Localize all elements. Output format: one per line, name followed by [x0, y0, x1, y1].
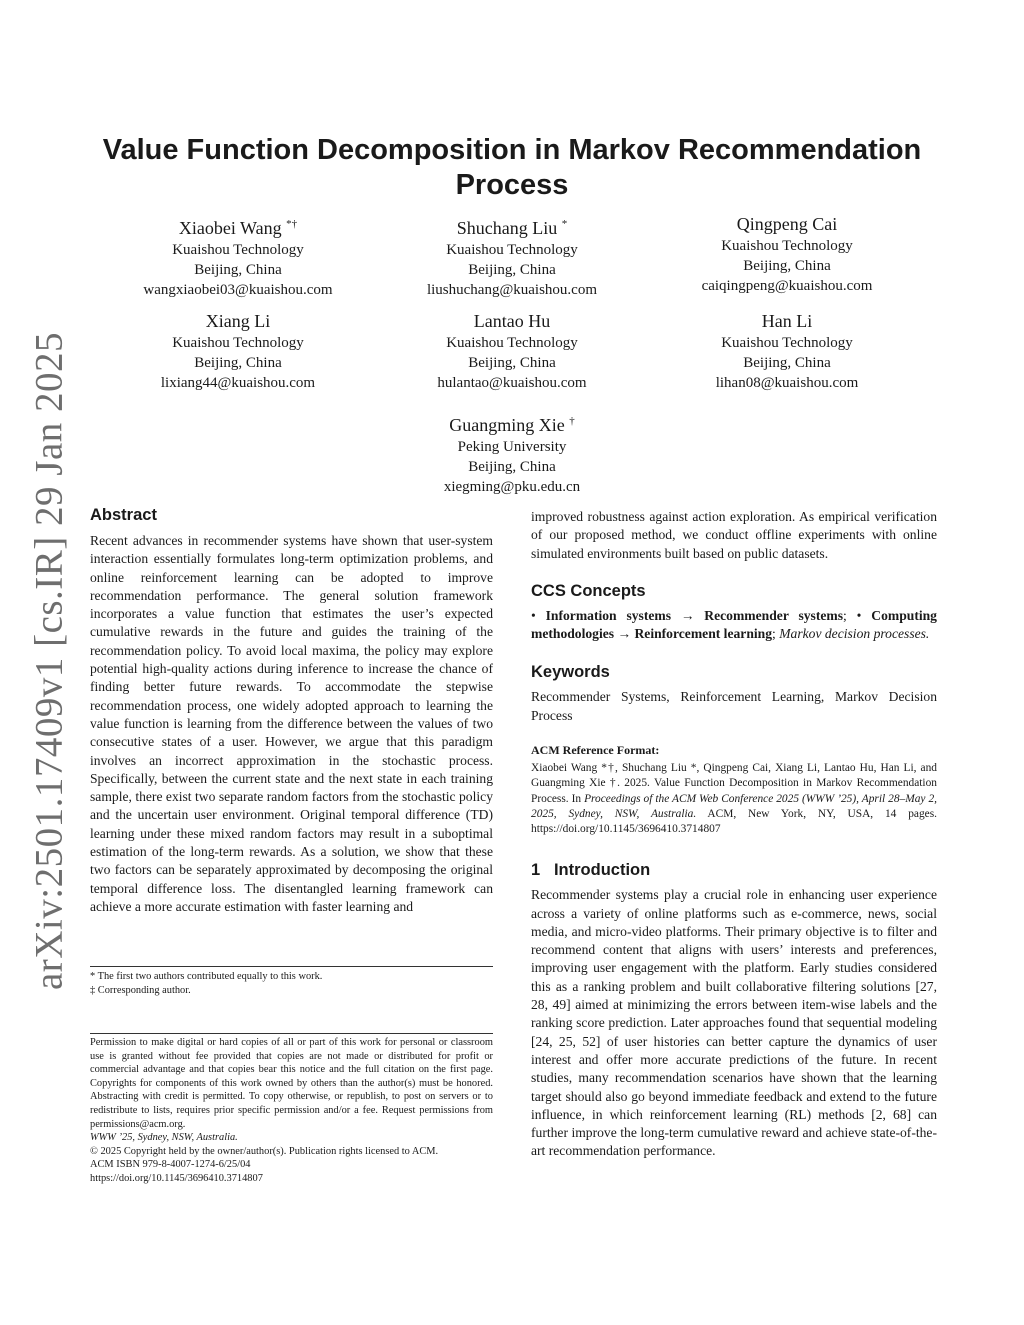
author-marks: † [569, 415, 575, 427]
paper-title: Value Function Decomposition in Markov Recommendation Process [102, 134, 922, 201]
author-affiliation: Kuaishou Technology [721, 238, 853, 254]
author-marks: *† [286, 218, 298, 230]
acm-ref-heading: ACM Reference Format: [531, 743, 660, 758]
author-location: Beijing, China [194, 262, 282, 278]
author-name: Han Li [761, 311, 813, 331]
ccs-text: • Information systems → Recommender systems; • Computing methodologies → Reinforcement learning; Markov decision processes. [531, 607, 937, 642]
author-location: Beijing, China [468, 262, 556, 278]
author-affiliation: Kuaishou Technology [446, 335, 578, 351]
author-email: caiqingpeng@kuaishou.com [701, 278, 873, 294]
author-email: hulantao@kuaishou.com [437, 375, 587, 391]
author-location: Beijing, China [743, 258, 831, 274]
author-email: lihan08@kuaishou.com [715, 375, 859, 391]
author-block [88, 212, 388, 300]
author-name: Guangming Xie [449, 415, 565, 435]
arxiv-identifier: arXiv:2501.17409v1 [cs.IR] 29 Jan 2025 [27, 331, 71, 991]
author-location: Beijing, China [468, 355, 556, 371]
author-name: Xiang Li [205, 311, 271, 331]
author-block [637, 212, 937, 296]
author-block [362, 212, 662, 300]
author-block [88, 309, 388, 393]
permission-rule [90, 1033, 493, 1034]
venue-line: WWW ’25, Sydney, NSW, Australia. [90, 1132, 238, 1144]
author-name: Lantao Hu [473, 311, 551, 331]
ccs-heading: CCS Concepts [531, 581, 646, 600]
author-location: Beijing, China [468, 459, 556, 475]
footnote-rule [90, 966, 493, 967]
acm-ref-text: Xiaobei Wang *†, Shuchang Liu *, Qingpeng Cai, Xiang Li, Lantao Hu, Han Li, and Guangming Xie †. 2025. Value Function Decomposition in Markov Recommendation Process. In Proceedings of the ACM Web Conference 2025 (WWW ’25), April 28–May 2, 2025, Sydney, NSW, Australia. ACM, New York, NY, USA, 14 pages. https://doi.org/10.1145/3696410.3714807 [531, 762, 937, 836]
author-email: wangxiaobei03@kuaishou.com [143, 282, 333, 298]
author-name: Qingpeng Cai [736, 214, 838, 234]
footnotes [90, 970, 493, 997]
author-name: Xiaobei Wang [178, 218, 282, 238]
isbn-line: ACM ISBN 979-8-4007-1274-6/25/04 [90, 1159, 251, 1171]
author-affiliation: Kuaishou Technology [721, 335, 853, 351]
author-block [362, 409, 662, 497]
author-affiliation: Kuaishou Technology [172, 335, 304, 351]
copyright-line: © 2025 Copyright held by the owner/author(s). Publication rights licensed to ACM. [90, 1145, 439, 1157]
abstract-text: Recent advances in recommender systems have shown that user-system interaction essentially formulates long-term optimization problems, and online reinforcement learning can be adopted to improve recommendation performance. The general solution framework incorporates a value function that estimates the user’s expected cumulative rewards in the future and guides the training of the recommendation policy. To avoid local maxima, the policy may explore potential high-quality actions during inference to increase the chance of finding better future rewards. To accommodate the stepwise recommendation process, one widely adopted approach to learning the value function is learning from the difference between the values of two consecutive states of a user. However, we argue that this paradigm involves an incorrect approximation in the stochastic process. Specifically, between the current state and the next state in each training sample, there exist two separate random factors from the stochastic policy and the uncertain user environment. Original temporal difference (TD) learning under these mixed random factors may result in a suboptimal estimation of the long-term rewards. As a solution, we show that these two factors can be separately approximated by decomposing the original temporal difference loss. The disentangled learning framework can achieve a more accurate estimation with faster learning and [90, 533, 493, 914]
permission-text: Permission to make digital or hard copies of all or part of this work for personal or classroom use is granted without fee provided that copies are not made or distributed for profit or commercial advantage and that copies bear this notice and the full citation on the first page. Copyrights for components of this work owned by others than the author(s) must be honored. Abstracting with credit is permitted. To copy otherwise, or republish, to post on servers or to redistribute to lists, requires prior specific permission and/or a fee. Request permissions from permissions@acm.org. [90, 1037, 493, 1130]
author-email: liushuchang@kuaishou.com [426, 282, 598, 298]
abstract-heading: Abstract [90, 506, 157, 524]
author-location: Beijing, China [194, 355, 282, 371]
author-affiliation: Kuaishou Technology [446, 242, 578, 258]
author-location: Beijing, China [743, 355, 831, 371]
permission-block [90, 1036, 493, 1186]
footnote-corresponding: ‡ Corresponding author. [90, 984, 191, 996]
author-affiliation: Peking University [457, 439, 567, 455]
keywords-text: Recommender Systems, Reinforcement Learning, Markov Decision Process [531, 689, 937, 723]
author-email: xiegming@pku.edu.cn [443, 479, 581, 495]
intro-heading: 1 Introduction [531, 861, 651, 880]
author-marks: * [561, 218, 568, 230]
author-block [362, 309, 662, 393]
author-block [637, 309, 937, 393]
author-affiliation: Kuaishou Technology [172, 242, 304, 258]
author-email: lixiang44@kuaishou.com [160, 375, 316, 391]
doi-line: https://doi.org/10.1145/3696410.3714807 [90, 1172, 263, 1184]
keywords-heading: Keywords [531, 663, 610, 682]
footnote-equal-contribution: * The first two authors contributed equally to this work. [90, 971, 323, 982]
intro-text: Recommender systems play a crucial role in enhancing user experience across a variety of online platforms such as e-commerce, news, social media, and micro-video platforms. Their primary objective is to filter and recommend content that aligns with users’ interests and preferences, improving user engagement with the platform. Early studies considered this as a ranking problem and built collaborative filtering solutions [27, 28, 49] aimed at minimizing the errors between item-wise labels and the ranking score prediction. Later approaches found that sequential modeling [24, 25, 52] of user histories can better capture the dynamics of user interest and offer more accurate predictions of the future. In recent studies, many recommendation scenarios have shown that the learning target should also go beyond immediate feedback and extend to the future influence, in which reinforcement learning (RL) methods [2, 68] can further improve the long-term cumulative reward and achieve state-of-the-art recommendation performance. [531, 887, 937, 1159]
right-column [531, 508, 937, 1161]
author-name: Shuchang Liu [456, 218, 558, 238]
abstract-continuation: improved robustness against action exploration. As empirical verification of our proposed method, we conduct offline experiments with online simulated environments built based on public datasets. [531, 509, 937, 561]
abstract-section [90, 506, 493, 916]
